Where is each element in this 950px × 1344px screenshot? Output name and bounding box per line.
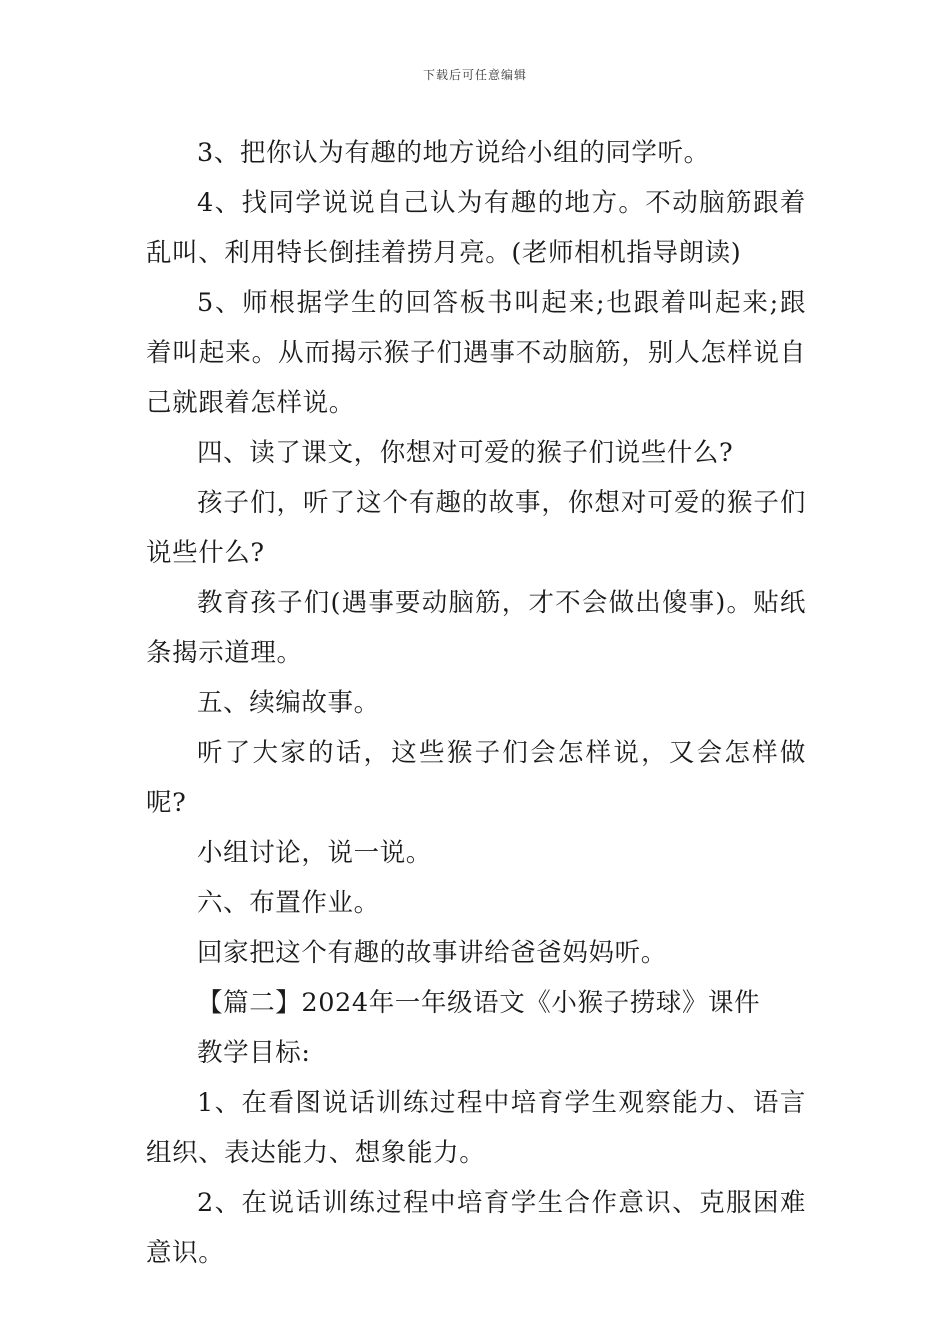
- paragraph: 4、找同学说说自己认为有趣的地方。不动脑筋跟着乱叫、利用特长倒挂着捞月亮。(老师相机指导朗读): [146, 188, 806, 268]
- paragraph: 回家把这个有趣的故事讲给爸爸妈妈听。: [197, 938, 667, 968]
- paragraph: 1、在看图说话训练过程中培育学生观察能力、语言组织、表达能力、想象能力。: [146, 1088, 806, 1168]
- paragraph: 听了大家的话，这些猴子们会怎样说，又会怎样做呢?: [146, 738, 806, 818]
- document-body: [146, 128, 806, 1278]
- paragraph: 5、师根据学生的回答板书叫起来;也跟着叫起来;跟着叫起来。从而揭示猴子们遇事不动脑筋，别人怎样说自己就跟着怎样说。: [146, 288, 806, 418]
- section-heading: 五、续编故事。: [197, 688, 380, 718]
- paragraph: 孩子们，听了这个有趣的故事，你想对可爱的猴子们说些什么?: [146, 488, 806, 568]
- paragraph: 小组讨论，说一说。: [197, 838, 432, 868]
- paragraph: 教育孩子们(遇事要动脑筋，才不会做出傻事)。贴纸条揭示道理。: [146, 588, 806, 668]
- chapter-title: 【篇二】2024年一年级语文《小猴子捞球》课件: [197, 988, 761, 1018]
- paragraph: 3、把你认为有趣的地方说给小组的同学听。: [197, 138, 710, 168]
- paragraph: 2、在说话训练过程中培育学生合作意识、克服困难意识。: [146, 1188, 806, 1268]
- section-heading: 六、布置作业。: [197, 888, 380, 918]
- subheading: 教学目标:: [197, 1038, 311, 1068]
- page-header: 下载后可任意编辑: [422, 68, 527, 82]
- section-heading: 四、读了课文，你想对可爱的猴子们说些什么?: [197, 438, 734, 468]
